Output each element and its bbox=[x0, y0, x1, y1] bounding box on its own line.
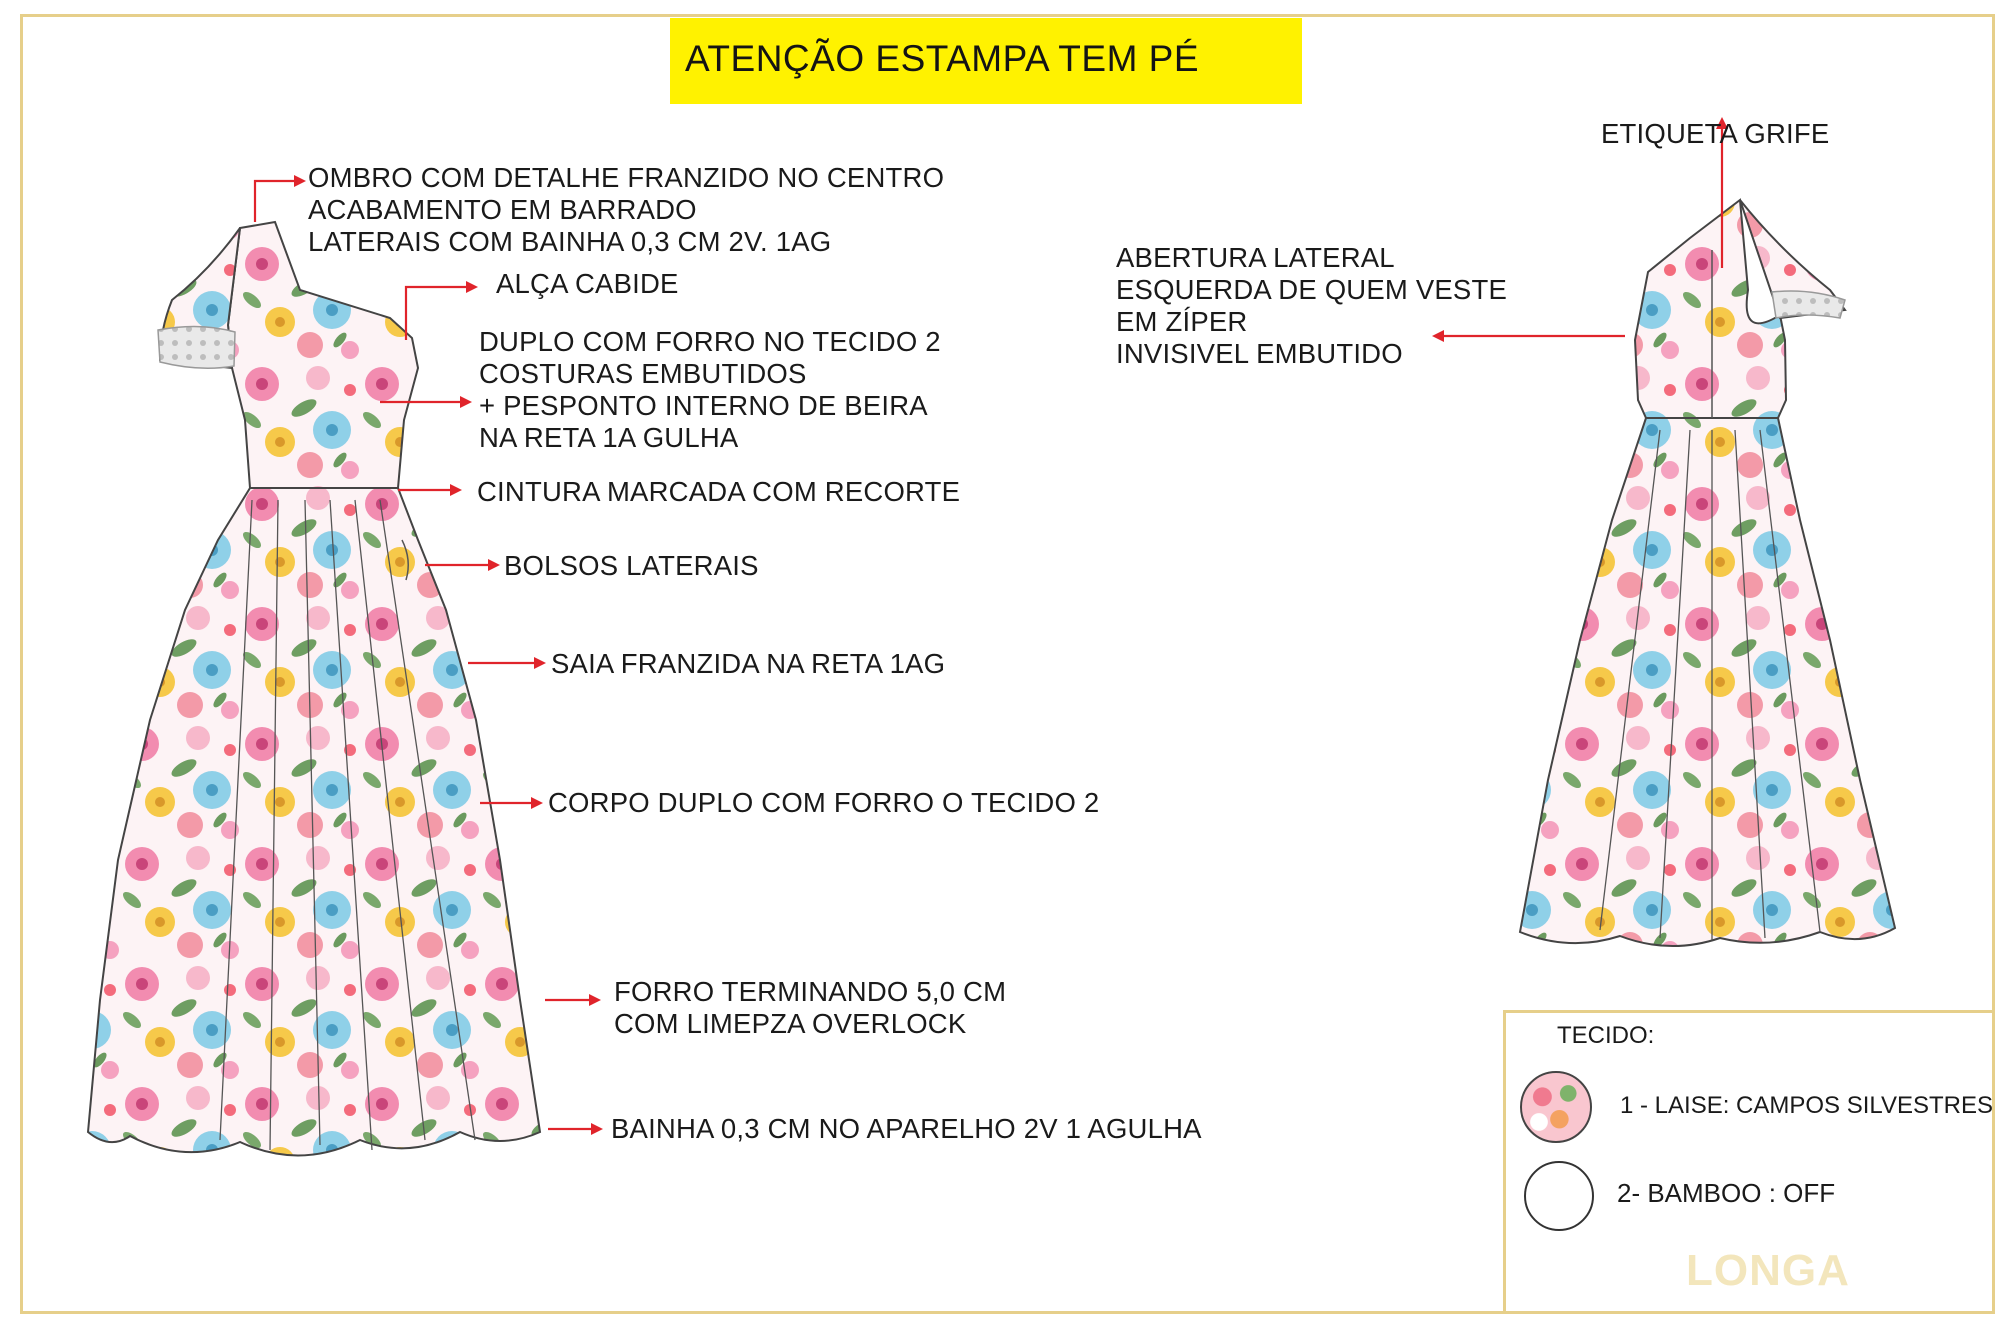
note-ombro bbox=[308, 162, 944, 258]
note-forro-line2: COM LIMEPZA OVERLOCK bbox=[614, 1008, 967, 1039]
legend-title: TECIDO: bbox=[1557, 1022, 1655, 1049]
legend-item-1: 1 - LAISE: CAMPOS SILVESTRES bbox=[1620, 1092, 1994, 1119]
note-forro bbox=[614, 976, 1006, 1040]
note-abertura-line2: ESQUERDA DE QUEM VESTE bbox=[1116, 274, 1508, 305]
note-abertura-line3: EM ZÍPER bbox=[1116, 306, 1248, 337]
note-abertura-line4: INVISIVEL EMBUTIDO bbox=[1116, 338, 1403, 369]
note-duplo-line1: DUPLO COM FORRO NO TECIDO 2 bbox=[479, 326, 941, 357]
note-duplo-line2: COSTURAS EMBUTIDOS bbox=[479, 358, 807, 389]
note-abertura-line1: ABERTURA LATERAL bbox=[1116, 242, 1395, 273]
note-corpo: CORPO DUPLO COM FORRO O TECIDO 2 bbox=[548, 787, 1100, 818]
front-dress-drawing bbox=[88, 222, 540, 1156]
legend-item-2: 2- BAMBOO : OFF bbox=[1617, 1178, 1836, 1208]
note-abertura bbox=[1116, 242, 1507, 370]
warning-banner bbox=[670, 18, 1302, 104]
note-forro-line1: FORRO TERMINANDO 5,0 CM bbox=[614, 976, 1007, 1007]
note-duplo-line3: + PESPONTO INTERNO DE BEIRA bbox=[479, 390, 928, 421]
note-bolsos: BOLSOS LATERAIS bbox=[504, 550, 759, 581]
note-cintura: CINTURA MARCADA COM RECORTE bbox=[477, 476, 961, 507]
note-etiqueta: ETIQUETA GRIFE bbox=[1601, 118, 1830, 149]
legend-watermark: LONGA bbox=[1686, 1246, 1850, 1295]
plain-fabric-swatch bbox=[1524, 1161, 1594, 1231]
floral-fabric-swatch bbox=[1520, 1071, 1592, 1143]
fabric-legend bbox=[1503, 1010, 1995, 1314]
back-dress-drawing bbox=[1520, 200, 1895, 946]
note-ombro-line2: ACABAMENTO EM BARRADO bbox=[308, 194, 697, 225]
note-bainha: BAINHA 0,3 CM NO APARELHO 2V 1 AGULHA bbox=[611, 1113, 1202, 1144]
note-duplo-line4: NA RETA 1A GULHA bbox=[479, 422, 739, 453]
note-ombro-line3: LATERAIS COM BAINHA 0,3 CM 2V. 1AG bbox=[308, 226, 832, 257]
banner-text: ATENÇÃO ESTAMPA TEM PÉ bbox=[685, 38, 1200, 79]
note-saia: SAIA FRANZIDA NA RETA 1AG bbox=[551, 648, 946, 679]
note-alca: ALÇA CABIDE bbox=[496, 268, 679, 299]
note-ombro-line1: OMBRO COM DETALHE FRANZIDO NO CENTRO bbox=[308, 162, 945, 193]
note-duplo bbox=[479, 326, 941, 454]
